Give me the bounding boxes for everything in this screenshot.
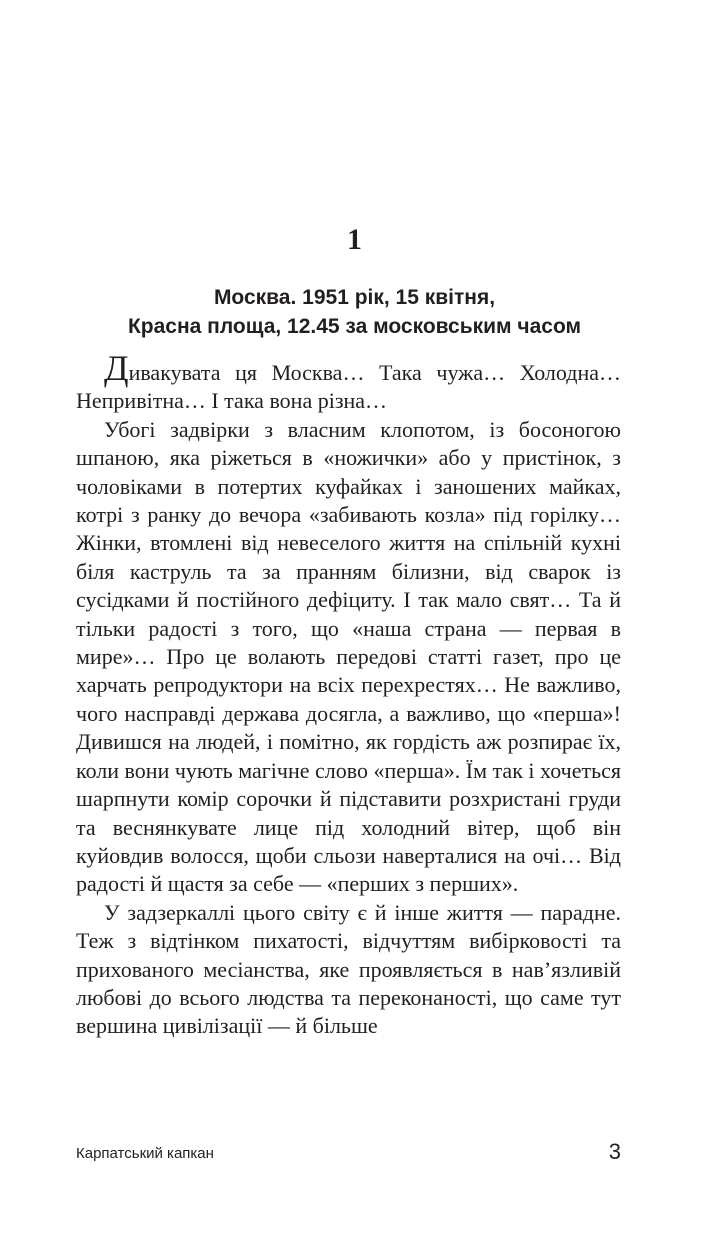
chapter-subtitle [60, 283, 649, 341]
drop-cap: Д [104, 348, 129, 388]
chapter-subtitle-line-1: Москва. 1951 рік, 15 квітня, [213, 286, 496, 309]
body-text [76, 348, 621, 1041]
paragraph-1-text: ивакувата ця Москва… Така чужа… Холодна… Непривітна… І така вона різна… [76, 360, 621, 414]
chapter-number: 1 [347, 223, 362, 256]
page-number: 3 [608, 1139, 621, 1164]
paragraph-2: Убогі задвірки з власним клопотом, із босоногою шпаною, яка ріжеться в «ножички» або у пристінок, з чоловіками в потертих куфайках і заношених майках, котрі з ранку до вечора «забивають козла» під горілку… Жінки, втомлені від невеселого життя на спільній кухні біля каструль та за пранням білизни, від сварок із сусідками й постійного дефіциту. І так мало свят… Та й тільки радості з того, що «наша страна — первая в мире»… Про це волають передові статті газет, про це харчать репродуктори на всіх перехрестях… Не важливо, чого насправді держава досягла, а важливо, що «перша»! Дивишся на людей, і помітно, як гордість аж розпирає їх, коли вони чують магічне слово «перша». Їм так і хочеться шарпнути комір сорочки й підставити розхристані груди та веснянкувате лице під холодний вітер, щоб він куйовдив волосся, щоби сльози наверталися на очі… Від радості й щастя за себе — «перших з перших». [76, 416, 621, 897]
chapter-subtitle-line-2: Красна площа, 12.45 за московським часом [127, 315, 582, 338]
running-title: Карпатський капкан [76, 1145, 214, 1162]
paragraph-3: У задзеркаллі цього світу є й інше життя — парадне. Теж з відтінком пихатості, відчуттям вибірковості та прихованого месіанства, яке проявляється в нав’язливій любові до всього людства та переконаності, що саме тут вершина цивілізації — й більше [76, 899, 621, 1039]
paragraph-1 [76, 348, 621, 416]
